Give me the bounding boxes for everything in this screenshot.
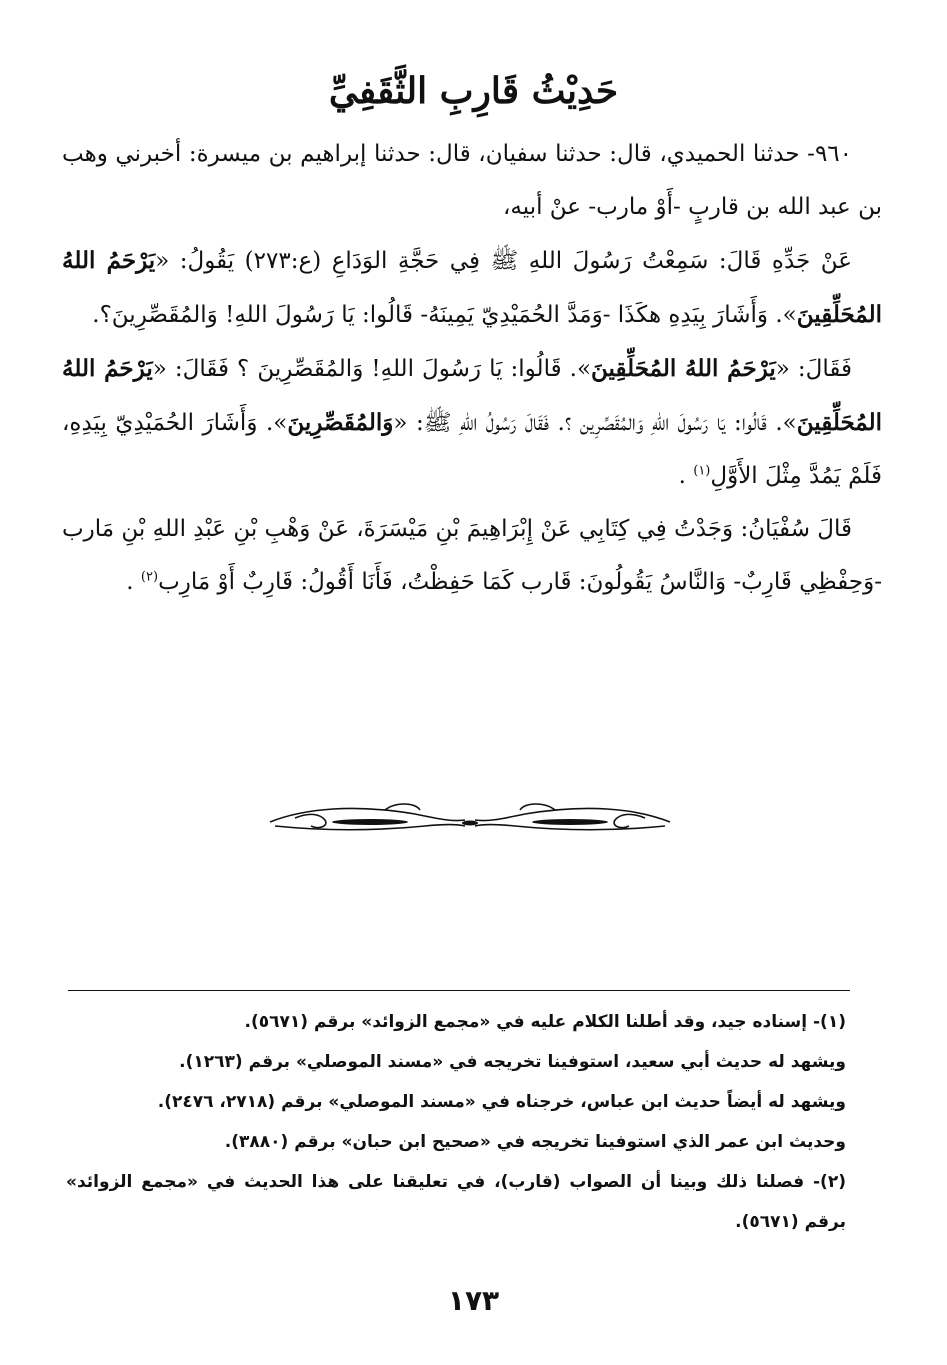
hadith-text-span: قَالَ سُفْيَانُ: وَجَدْتُ فِي كِتَابِي عَنْ إِبْرَاهِيمَ بْنِ مَيْسَرَةَ، عَنْ وَهْبِ بْنِ عَبْدِ اللهِ بْنِ مَارب -وَحِفْظِي قَارِبٌ- وَالنَّاسُ يَقُولُونَ: قَارب كَمَا حَفِظْتُ، فَأَنَا أَقُولُ: قَارِبٌ أَوْ مَارِب [62,516,882,595]
footnote-1-line: ويشهد له حديث أبي سعيد، استوفينا تخريجه في «مسند الموصلي» برقم (١٢٦٣). [179,1052,846,1072]
footnote-1: (١)- إسناده جيد، وقد أطلنا الكلام عليه في «مجمع الزوائد» برقم (٥٦٧١). [244,1012,846,1032]
section-end-ornament [265,796,675,844]
footnotes [66,1002,846,1242]
hadith-text-span: عَنْ جَدِّهِ قَالَ: سَمِعْتُ رَسُولَ اللهِ ﷺ فِي حَجَّةِ الوَدَاعِ (ع:٢٧٣) يَقُولُ: « [155,248,853,274]
hadith-isnad: ٩٦٠- حدثنا الحميدي، قال: حدثنا سفيان، قال: حدثنا إبراهيم بن ميسرة: أخبرني وهب بن عبد الله بن قاربٍ -أَوْ مارب- عنْ أبيه، [62,141,882,220]
prophet-quote: يَرْحَمُ اللهُ المُحَلِّقِينَ [62,355,882,436]
footnote-divider [68,990,850,991]
footnote-ref-1: (١) [693,463,711,479]
hadith-paragraph-3 [62,503,882,609]
footnote-1-line: وحديث ابن عمر الذي استوفينا تخريجه في «صحيح ابن حبان» برقم (٣٨٨٠). [224,1132,846,1152]
hadith-text-span: . [126,569,141,595]
prophet-quote: وَالمُقَصِّرِينَ [287,409,394,436]
hadith-text-span: . [678,463,694,489]
hadith-paragraph-2 [62,342,882,503]
page-title: حَدِيْثُ قَارِبِ الثَّقَفِيِّ [328,70,619,112]
prophet-quote: يَرْحَمُ اللهُ المُحَلِّقِينَ [62,247,882,328]
footnote-ref-2: (٢) [140,569,159,585]
page-number: ١٧٣ [447,1284,500,1317]
hadith-paragraph-1 [62,234,882,342]
hadith-text-span: ». قَالُوا: يَا رَسُولَ اللهِ وَالمُقَصِّرِين ؟. فَقَالَ رَسُولُ اللهِ ﷺ: « [393,410,797,436]
hadith-text-span: ». وَأَشَارَ بِيَدِهِ هكَذَا -وَمَدَّ الحُمَيْدِيّ يَمِينَهُ- قَالُوا: يَا رَسُولَ اللهِ! وَالمُقَصِّرِينَ؟. [92,302,797,328]
footnote-2: (٢)- فصلنا ذلك وبينا أن الصواب (قارب)، في تعليقنا على هذا الحديث في «مجمع الزوائد» برقم (٥٦٧١). [66,1172,846,1232]
hadith-body [62,128,882,609]
hadith-text-span: ». وَأَشَارَ الحُمَيْدِيّ بِيَدِهِ، فَلَمْ يَمُدَّ مِثْلَ الأَوَّلِ [62,410,882,489]
footnote-1-line: ويشهد له أيضاً حديث ابن عباس، خرجناه في «مسند الموصلي» برقم (٢٧١٨، ٢٤٧٦). [157,1092,846,1112]
hadith-text-span: ». قَالُوا: يَا رَسُولَ اللهِ! وَالمُقَصِّرِينَ ؟ فَقَالَ: « [152,356,592,382]
hadith-text-span: فَقَالَ: « [775,356,853,382]
prophet-quote: يَرْحَمُ اللهُ المُحَلِّقِينَ [591,355,776,382]
